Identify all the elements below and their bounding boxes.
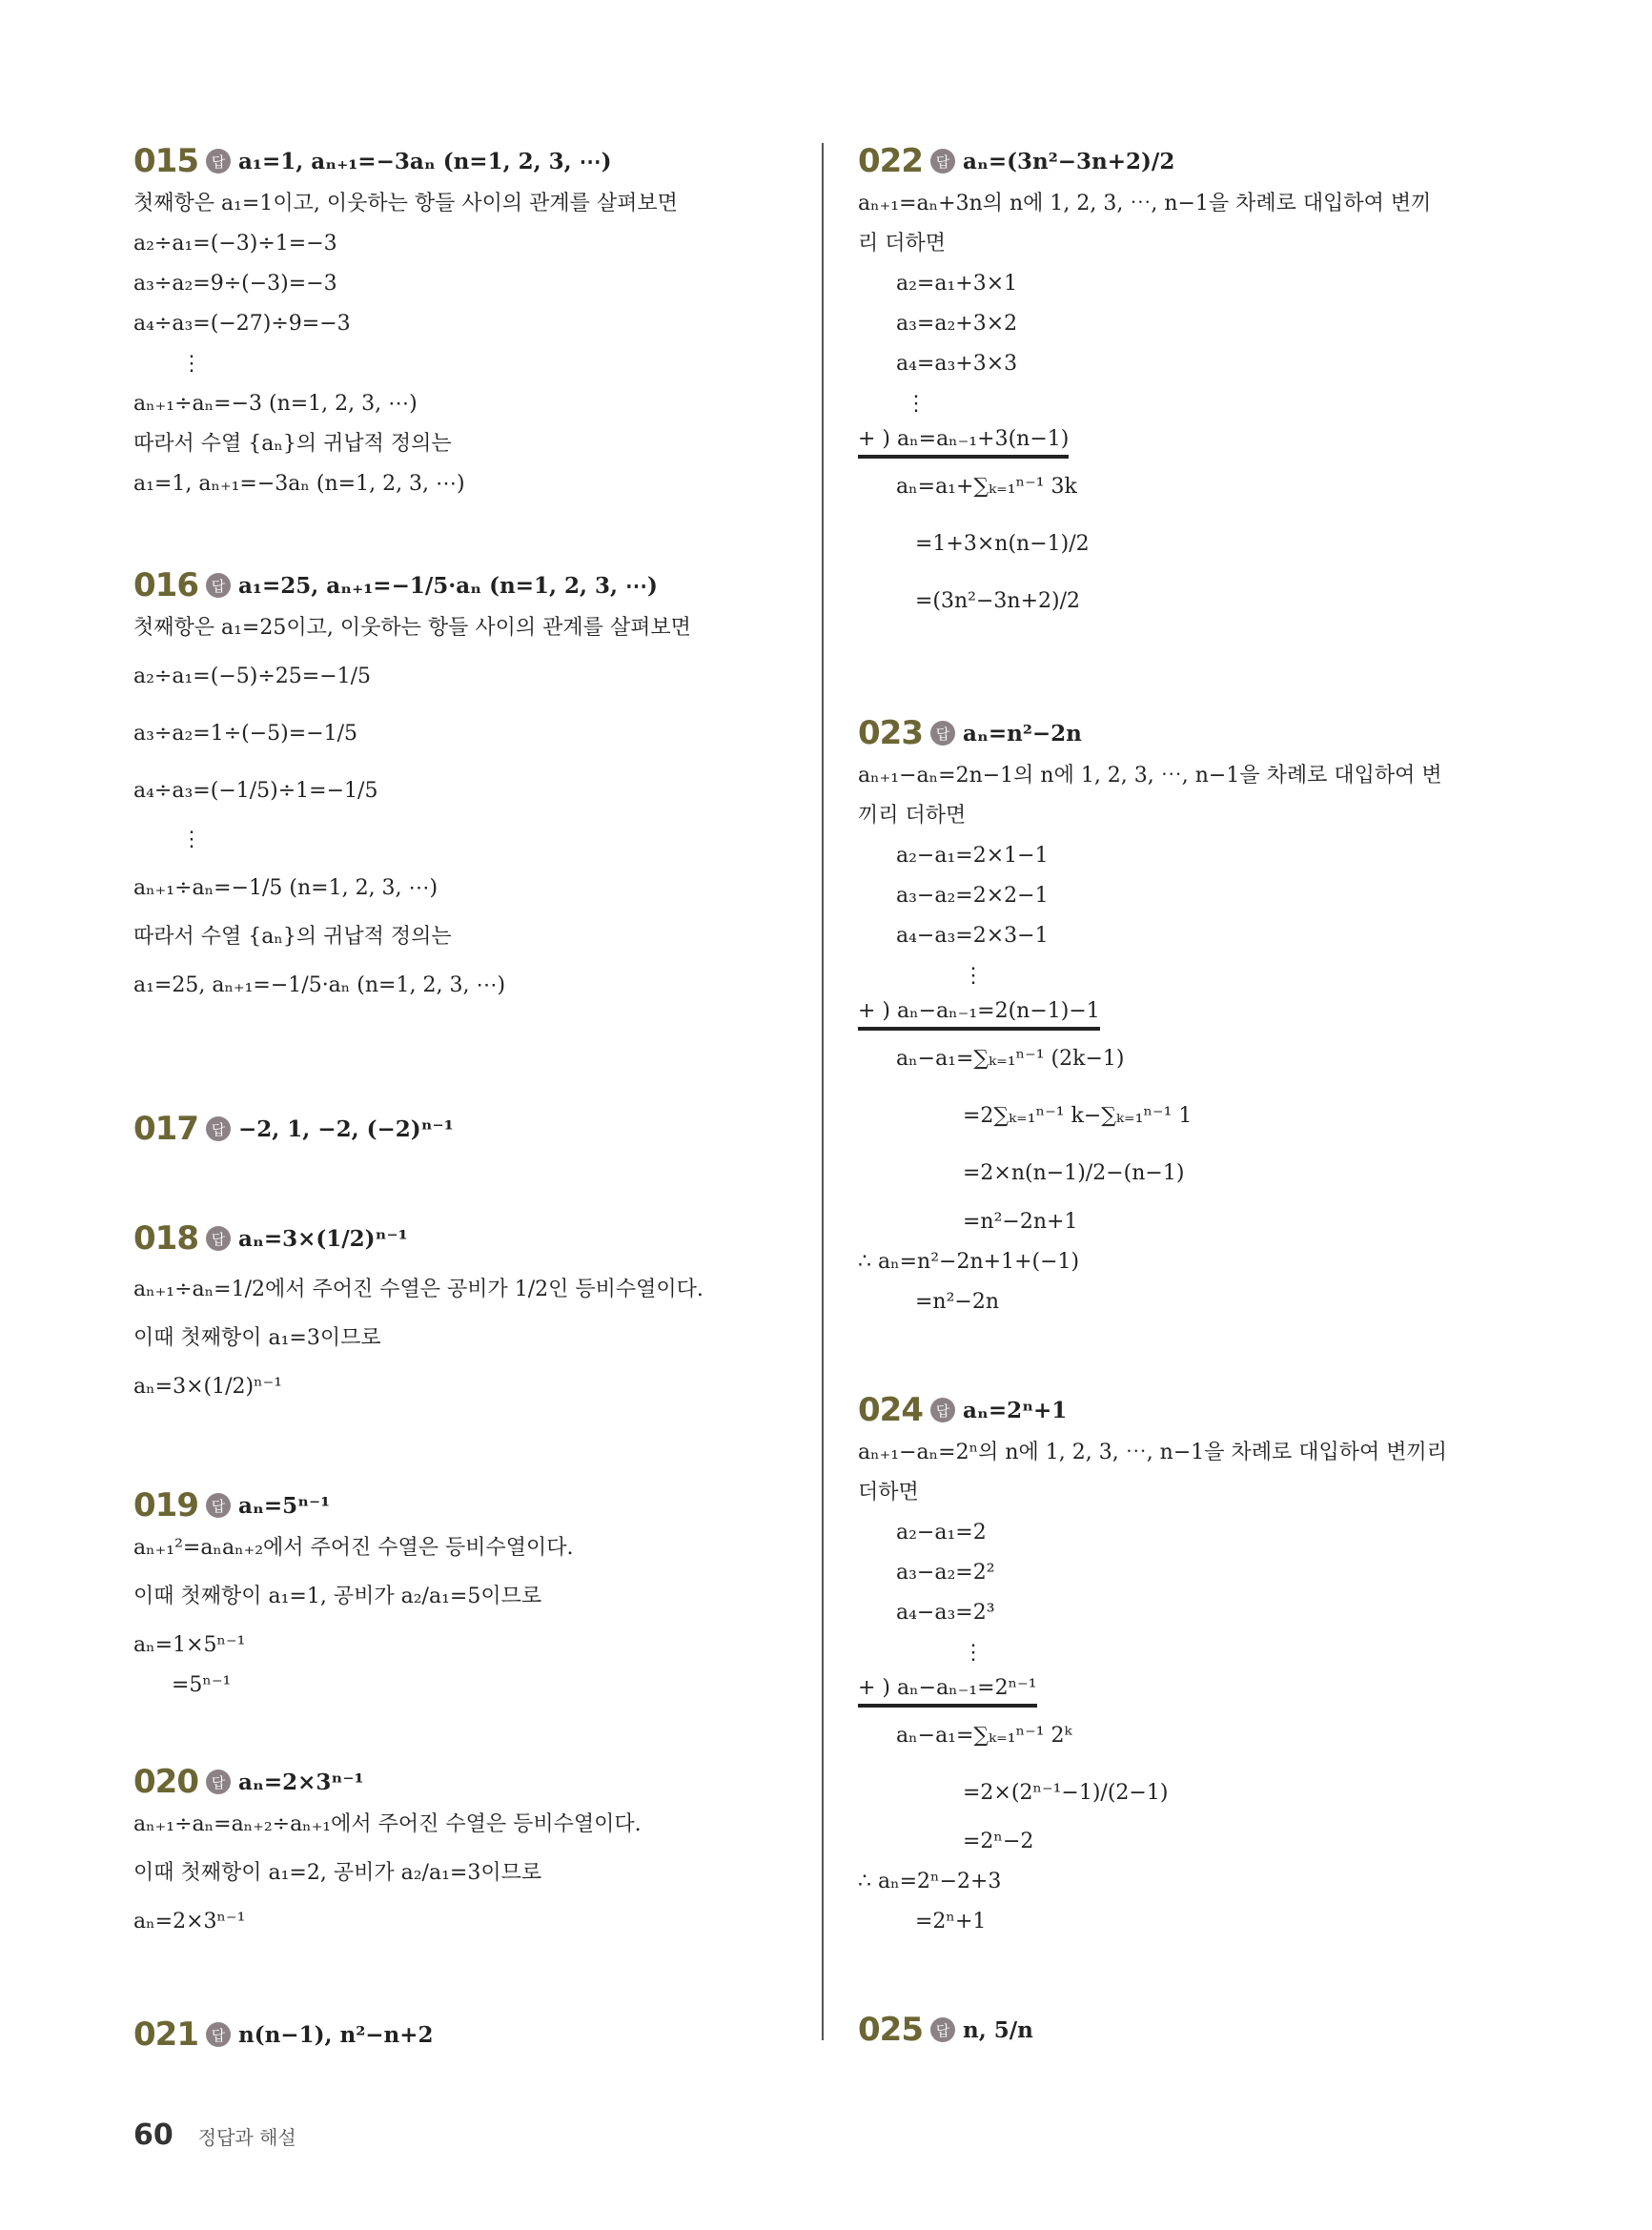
solution-line: ⋮ (181, 828, 202, 851)
problem-header (133, 1216, 791, 1261)
solution-line: aₙ−a₁=∑ₖ₌₁ⁿ⁻¹ (2k−1) (896, 1047, 1125, 1071)
solution-line: a₄÷a₃=(−1/5)÷1=−1/5 (133, 779, 378, 803)
problem-header (133, 1759, 791, 1805)
solution-line: 첫째항은 a₁=1이고, 이웃하는 항들 사이의 관계를 살펴보면 (133, 192, 678, 215)
solution-line: aₙ₊₁÷aₙ=−3 (n=1, 2, 3, ⋯) (133, 392, 418, 416)
solution-line: ∴ aₙ=2ⁿ−2+3 (858, 1870, 1002, 1893)
solution-line: =2ⁿ+1 (915, 1910, 987, 1933)
solution-line: =n²−2n+1 (963, 1210, 1078, 1234)
solution-line: aₙ₊₁÷aₙ=aₙ₊₂÷aₙ₊₁에서 주어진 수열은 등비수열이다. (133, 1812, 642, 1836)
solution-line: 끼리 더하면 (858, 804, 967, 828)
answer-text: a₁=1, aₙ₊₁=−3aₙ (n=1, 2, 3, ⋯) (237, 148, 612, 174)
problem-024 (858, 1387, 1525, 1942)
solution-line: aₙ₊₁²=aₙaₙ₊₂에서 주어진 수열은 등비수열이다. (133, 1536, 574, 1560)
solution-line: 더하면 (858, 1481, 919, 1504)
problem-019 (133, 1483, 791, 1706)
answer-text: n(n−1), n²−n+2 (237, 2021, 434, 2048)
solution-line: aₙ₊₁÷aₙ=−1/5 (n=1, 2, 3, ⋯) (133, 876, 438, 900)
solution-line: =2×n(n−1)/2−(n−1) (963, 1161, 1185, 1185)
answer-text: aₙ=n²−2n (962, 720, 1082, 747)
answer-badge: 답 (206, 1116, 231, 1141)
problem-number: 019 (133, 1486, 198, 1524)
problem-016 (133, 563, 791, 1014)
solution-line: =n²−2n (915, 1290, 1000, 1314)
solution-line: a₃=a₂+3×2 (896, 312, 1018, 336)
solution-line: aₙ₊₁−aₙ=2ⁿ의 n에 1, 2, 3, ⋯, n−1을 차례로 대입하여 변끼리 (858, 1441, 1448, 1464)
solution-line: a₃−a₂=2×2−1 (896, 884, 1049, 908)
solution-line: a₃−a₂=2² (896, 1561, 995, 1585)
solution-line: a₄=a₃+3×3 (896, 352, 1018, 376)
solution-line: 이때 첫째항이 a₁=2, 공비가 a₂/a₁=3이므로 (133, 1861, 542, 1885)
problem-header (133, 1483, 791, 1528)
solution-line: 첫째항은 a₁=25이고, 이웃하는 항들 사이의 관계를 살펴보면 (133, 616, 691, 640)
answer-badge: 답 (930, 721, 955, 746)
solution-line: a₃÷a₂=9÷(−3)=−3 (133, 272, 337, 296)
solution-line: =2∑ₖ₌₁ⁿ⁻¹ k−∑ₖ₌₁ⁿ⁻¹ 1 (963, 1104, 1193, 1128)
solution-line: aₙ₊₁÷aₙ=1/2에서 주어진 수열은 공비가 1/2인 등비수열이다. (133, 1278, 704, 1301)
solution-line: =1+3×n(n−1)/2 (915, 532, 1090, 556)
answer-badge: 답 (206, 573, 231, 598)
problem-header (858, 710, 1525, 756)
solution-line: ∴ aₙ=n²−2n+1+(−1) (858, 1250, 1080, 1274)
problem-header (133, 2012, 791, 2057)
solution-line: 리 더하면 (858, 232, 947, 256)
solution-line: a₁=1, aₙ₊₁=−3aₙ (n=1, 2, 3, ⋯) (133, 472, 465, 496)
problem-header (858, 1387, 1525, 1433)
problem-header (133, 563, 791, 608)
answer-text: aₙ=5ⁿ⁻¹ (237, 1492, 331, 1519)
problem-number: 025 (858, 2011, 923, 2049)
problem-number: 018 (133, 1219, 198, 1258)
answer-badge: 답 (930, 149, 955, 174)
solution-line: a₂−a₁=2 (896, 1521, 987, 1545)
page-number: 60 (133, 2118, 173, 2152)
problem-020 (133, 1759, 791, 1942)
problem-015 (133, 138, 791, 504)
solution-line: aₙ₊₁−aₙ=2n−1의 n에 1, 2, 3, ⋯, n−1을 차례로 대입하여 변 (858, 764, 1442, 788)
answer-text: −2, 1, −2, (−2)ⁿ⁻¹ (237, 1115, 454, 1142)
problem-number: 024 (858, 1391, 923, 1429)
problem-018 (133, 1216, 791, 1416)
solution-line: ⋮ (963, 964, 984, 988)
solution-line: a₂÷a₁=(−5)÷25=−1/5 (133, 665, 372, 688)
solution-line: a₂÷a₁=(−3)÷1=−3 (133, 232, 337, 256)
solution-line: =(3n²−3n+2)/2 (915, 589, 1081, 613)
solution-line: 따라서 수열 {aₙ}의 귀납적 정의는 (133, 925, 452, 949)
solution-line: aₙ=1×5ⁿ⁻¹ (133, 1633, 246, 1657)
column-divider (822, 143, 824, 2040)
solution-line: a₂=a₁+3×1 (896, 272, 1018, 296)
answer-text: n, 5/n (962, 2016, 1033, 2043)
problem-number: 022 (858, 142, 923, 180)
problem-header (133, 1106, 791, 1152)
solution-line: aₙ=3×(1/2)ⁿ⁻¹ (133, 1375, 283, 1399)
problem-header (858, 2007, 1525, 2053)
solution-line: 따라서 수열 {aₙ}의 귀납적 정의는 (133, 432, 452, 456)
answer-badge: 답 (206, 149, 231, 174)
problem-022 (858, 138, 1525, 630)
answer-badge: 답 (930, 1398, 955, 1422)
solution-line: ⋮ (906, 392, 927, 416)
problem-023 (858, 710, 1525, 1322)
solution-line: a₄−a₃=2×3−1 (896, 924, 1049, 948)
sum-line: + ) aₙ=aₙ₋₁+3(n−1) (858, 424, 1069, 457)
problem-header (133, 138, 791, 184)
solution-line: 이때 첫째항이 a₁=1, 공비가 a₂/a₁=5이므로 (133, 1585, 542, 1608)
solution-line: a₂−a₁=2×1−1 (896, 844, 1049, 868)
problem-number: 016 (133, 566, 198, 604)
solution-line: ⋮ (181, 352, 202, 376)
problem-017 (133, 1106, 791, 1152)
problem-number: 020 (133, 1763, 198, 1801)
sum-line: + ) aₙ−aₙ₋₁=2(n−1)−1 (858, 996, 1100, 1029)
answer-text: aₙ=3×(1/2)ⁿ⁻¹ (237, 1225, 408, 1252)
problem-number: 017 (133, 1110, 198, 1148)
problem-number: 023 (858, 714, 923, 752)
problem-025 (858, 2007, 1525, 2053)
answer-text: aₙ=2×3ⁿ⁻¹ (237, 1769, 364, 1795)
solution-line: a₄÷a₃=(−27)÷9=−3 (133, 312, 351, 336)
solution-line: aₙ−a₁=∑ₖ₌₁ⁿ⁻¹ 2ᵏ (896, 1724, 1072, 1748)
solution-line: 이때 첫째항이 a₁=3이므로 (133, 1326, 381, 1350)
sum-line: + ) aₙ−aₙ₋₁=2ⁿ⁻¹ (858, 1673, 1037, 1706)
answer-badge: 답 (930, 2017, 955, 2042)
answer-text: aₙ=(3n²−3n+2)/2 (962, 148, 1175, 174)
problem-number: 021 (133, 2015, 198, 2054)
solution-line: a₄−a₃=2³ (896, 1601, 995, 1625)
solution-line (858, 1673, 1037, 1708)
solution-line: a₁=25, aₙ₊₁=−1/5·aₙ (n=1, 2, 3, ⋯) (133, 973, 506, 997)
problem-021 (133, 2012, 791, 2057)
answer-text: a₁=25, aₙ₊₁=−1/5·aₙ (n=1, 2, 3, ⋯) (237, 572, 658, 599)
solution-line: =5ⁿ⁻¹ (172, 1673, 232, 1697)
problem-header (858, 138, 1525, 184)
solution-line: ⋮ (963, 1641, 984, 1665)
solution-line: aₙ₊₁=aₙ+3n의 n에 1, 2, 3, ⋯, n−1을 차례로 대입하여 변끼 (858, 192, 1432, 215)
solution-line: aₙ=a₁+∑ₖ₌₁ⁿ⁻¹ 3k (896, 475, 1077, 499)
answer-badge: 답 (206, 2022, 231, 2047)
answer-badge: 답 (206, 1493, 231, 1518)
page-footer (133, 2118, 296, 2152)
answer-text: aₙ=2ⁿ+1 (962, 1397, 1068, 1423)
problem-number: 015 (133, 142, 198, 180)
answer-badge: 답 (206, 1770, 231, 1794)
solution-line: aₙ=2×3ⁿ⁻¹ (133, 1910, 246, 1933)
answer-badge: 답 (206, 1226, 231, 1251)
footer-label: 정답과 해설 (197, 2126, 296, 2149)
solution-line: =2ⁿ−2 (963, 1830, 1034, 1853)
solution-line (858, 424, 1069, 459)
solution-line (858, 996, 1100, 1031)
solution-line: =2×(2ⁿ⁻¹−1)/(2−1) (963, 1781, 1169, 1805)
solution-line: a₃÷a₂=1÷(−5)=−1/5 (133, 722, 358, 746)
